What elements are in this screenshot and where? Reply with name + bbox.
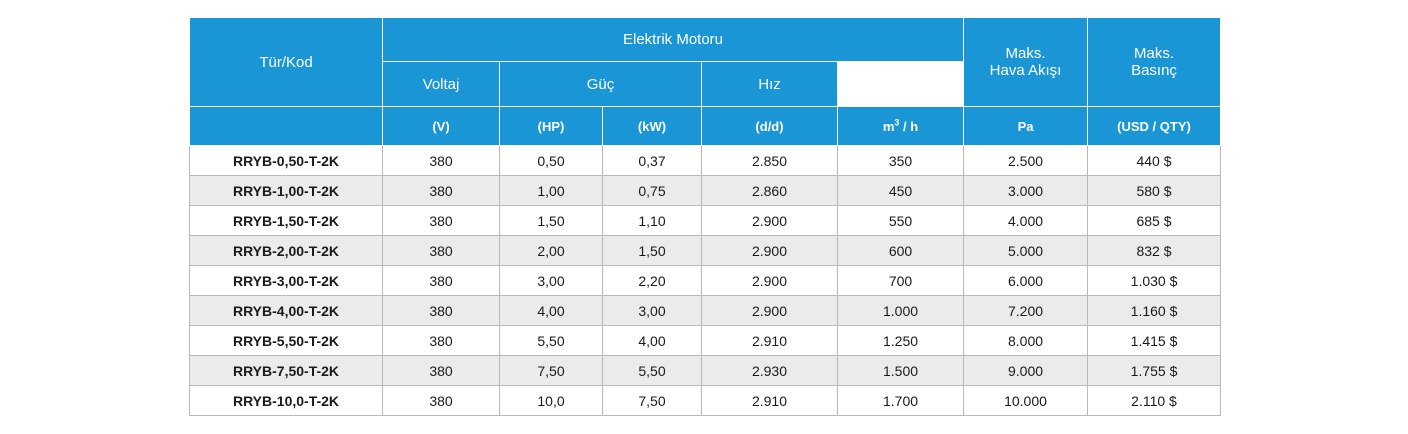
cell-code: RRYB-0,50-T-2K — [190, 146, 383, 176]
cell-speed: 2.900 — [702, 266, 838, 296]
cell-price: 1.755 $ — [1088, 356, 1221, 386]
cell-pressure: 2.500 — [964, 146, 1088, 176]
cell-code: RRYB-1,00-T-2K — [190, 176, 383, 206]
table-row — [190, 146, 1221, 176]
cell-kw: 0,75 — [603, 176, 702, 206]
table-row — [190, 356, 1221, 386]
cell-pressure: 8.000 — [964, 326, 1088, 356]
cell-kw: 0,37 — [603, 146, 702, 176]
table-row — [190, 326, 1221, 356]
cell-voltage: 380 — [383, 146, 500, 176]
header-electric-motor: Elektrik Motoru — [383, 18, 964, 62]
cell-hp: 5,50 — [500, 326, 603, 356]
cell-voltage: 380 — [383, 236, 500, 266]
header-max-airflow-line2: Hava Akışı — [989, 62, 1062, 79]
header-max-airflow-line1: Maks. — [1005, 45, 1046, 62]
cell-voltage: 380 — [383, 296, 500, 326]
cell-voltage: 380 — [383, 206, 500, 236]
unit-speed: (d/d) — [702, 107, 838, 146]
unit-airflow-rest: / h — [903, 118, 919, 134]
table-row — [190, 176, 1221, 206]
cell-code: RRYB-7,50-T-2K — [190, 356, 383, 386]
cell-airflow: 1.000 — [838, 296, 964, 326]
cell-airflow: 350 — [838, 146, 964, 176]
cell-speed: 2.910 — [702, 326, 838, 356]
cell-hp: 3,00 — [500, 266, 603, 296]
cell-hp: 1,00 — [500, 176, 603, 206]
cell-airflow: 700 — [838, 266, 964, 296]
unit-type-code-blank — [190, 107, 383, 146]
unit-pressure: Pa — [964, 107, 1088, 146]
cell-speed: 2.900 — [702, 206, 838, 236]
price-table: Tür/Kod Elektrik Motoru Maks. Hava Akışı Maks. Basınç Birim Fiyat Voltaj Güç Hız (V) (HP) (kW) (d/d) $m^3$ / h Pa (USD / QTY) RRYB-0,50-T-2K 380 0,50 0,37 2.850 350 2.500 440 $ RRYB-1,00-T-2K 380 1,00 0,75 2.860 450 3.000 580 $ RRYB-1,50-T-2K 380 1,50 1,10 2.900 550 4.000 685 $ RRYB-2,00-T-2K 380 2,00 1,50 2.900 600 5.000 832 $ RRYB-3,00-T-2K 380 3,00 2,20 2.900 700 6.000 1.030 $ RRYB-4,00-T-2K 380 4,00 3,00 2.900 1.000 7.200 1.160 $ RRYB-5,50-T-2K 380 5,50 4,00 2.910 1.250 8.000 1.415 $ RRYB-7,50-T-2K 380 7,50 5,50 2.930 1.500 9.000 1.755 $ RRYB-10,0-T-2K 380 10,0 7,50 2.910 1.700 10.000 2.110 $ — [189, 17, 1221, 416]
cell-kw: 2,20 — [603, 266, 702, 296]
cell-kw: 5,50 — [603, 356, 702, 386]
cell-code: RRYB-2,00-T-2K — [190, 236, 383, 266]
cell-code: RRYB-1,50-T-2K — [190, 206, 383, 236]
cell-airflow: 1.250 — [838, 326, 964, 356]
cell-airflow: 550 — [838, 206, 964, 236]
header-max-airflow — [964, 18, 1088, 107]
table-row — [190, 206, 1221, 236]
cell-hp: 7,50 — [500, 356, 603, 386]
cell-pressure: 3.000 — [964, 176, 1088, 206]
cell-kw: 3,00 — [603, 296, 702, 326]
cell-speed: 2.850 — [702, 146, 838, 176]
unit-airflow-sup: 3 — [894, 117, 900, 128]
cell-hp: 4,00 — [500, 296, 603, 326]
cell-voltage: 380 — [383, 266, 500, 296]
cell-hp: 2,00 — [500, 236, 603, 266]
cell-price: 580 $ — [1088, 176, 1221, 206]
cell-airflow: 600 — [838, 236, 964, 266]
header-max-pressure — [1088, 18, 1221, 107]
header-power: Güç — [500, 62, 702, 107]
unit-airflow — [838, 107, 964, 146]
cell-airflow: 1.500 — [838, 356, 964, 386]
cell-hp: 1,50 — [500, 206, 603, 236]
header-type-code: Tür/Kod — [190, 18, 383, 107]
cell-code: RRYB-5,50-T-2K — [190, 326, 383, 356]
cell-kw: 1,50 — [603, 236, 702, 266]
cell-pressure: 6.000 — [964, 266, 1088, 296]
cell-airflow: 450 — [838, 176, 964, 206]
table-row — [190, 386, 1221, 416]
cell-price: 1.160 $ — [1088, 296, 1221, 326]
header-max-pressure-line2: Basınç — [1131, 62, 1177, 79]
unit-power-hp: (HP) — [500, 107, 603, 146]
cell-pressure: 10.000 — [964, 386, 1088, 416]
cell-kw: 4,00 — [603, 326, 702, 356]
unit-price: (USD / QTY) — [1088, 107, 1221, 146]
unit-airflow-base: m — [882, 118, 895, 134]
cell-code: RRYB-4,00-T-2K — [190, 296, 383, 326]
cell-hp: 0,50 — [500, 146, 603, 176]
cell-kw: 7,50 — [603, 386, 702, 416]
cell-voltage: 380 — [383, 356, 500, 386]
cell-speed: 2.860 — [702, 176, 838, 206]
cell-price: 440 $ — [1088, 146, 1221, 176]
cell-voltage: 380 — [383, 326, 500, 356]
cell-speed: 2.900 — [702, 296, 838, 326]
cell-pressure: 7.200 — [964, 296, 1088, 326]
cell-hp: 10,0 — [500, 386, 603, 416]
cell-speed: 2.900 — [702, 236, 838, 266]
header-voltage: Voltaj — [383, 62, 500, 107]
cell-pressure: 9.000 — [964, 356, 1088, 386]
cell-code: RRYB-3,00-T-2K — [190, 266, 383, 296]
header-max-pressure-line1: Maks. — [1134, 45, 1175, 62]
table-row — [190, 296, 1221, 326]
cell-speed: 2.930 — [702, 356, 838, 386]
cell-price: 1.030 $ — [1088, 266, 1221, 296]
cell-voltage: 380 — [383, 386, 500, 416]
cell-price: 1.415 $ — [1088, 326, 1221, 356]
cell-airflow: 1.700 — [838, 386, 964, 416]
unit-power-kw: (kW) — [603, 107, 702, 146]
header-speed: Hız — [702, 62, 838, 107]
cell-pressure: 4.000 — [964, 206, 1088, 236]
cell-code: RRYB-10,0-T-2K — [190, 386, 383, 416]
cell-price: 2.110 $ — [1088, 386, 1221, 416]
table-row — [190, 266, 1221, 296]
cell-price: 685 $ — [1088, 206, 1221, 236]
table-row — [190, 236, 1221, 266]
unit-voltage: (V) — [383, 107, 500, 146]
cell-voltage: 380 — [383, 176, 500, 206]
cell-kw: 1,10 — [603, 206, 702, 236]
cell-speed: 2.910 — [702, 386, 838, 416]
cell-pressure: 5.000 — [964, 236, 1088, 266]
cell-price: 832 $ — [1088, 236, 1221, 266]
